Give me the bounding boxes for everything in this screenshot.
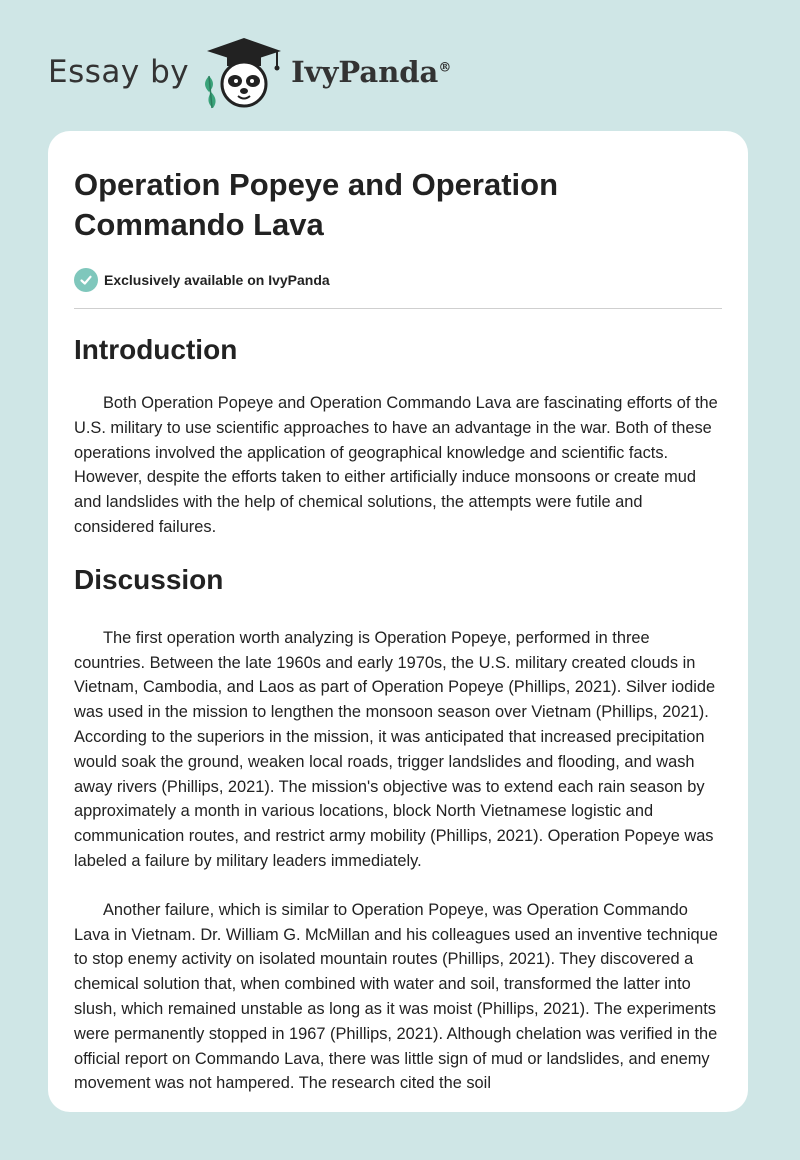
- section-heading-introduction: Introduction: [74, 334, 238, 365]
- check-icon: [74, 268, 98, 292]
- registered-mark: ®: [438, 60, 452, 76]
- paragraph: Both Operation Popeye and Operation Commando Lava are fascinating efforts of the U.S. military to use scientific approaches to have an advantage in the war. Both of these operations involved the application of geographical knowledge and scientific facts. However, despite the efforts taken to either artificially induce monsoons or create mud and landslides with the help of chemical solutions, the attempts were futile and considered failures.: [74, 394, 718, 536]
- exclusive-badge-label: Exclusively available on IvyPanda: [104, 272, 330, 288]
- brand-name: [291, 55, 451, 89]
- paragraph: The first operation worth analyzing is Operation Popeye, performed in three countries. Between the late 1960s and early 1970s, the U.S. military created clouds in Vietnam, Cambodia, and Laos as part of Operation Popeye (Phillips, 2021). Silver iodide was used in the mission to lengthen the monsoon season over Vietnam (Phillips, 2021). According to the superiors in the mission, it was anticipated that increased precipitation would soak the ground, weaken local roads, trigger landslides and flooding, and wash away rivers (Phillips, 2021). The mission's objective was to extend each rain season by approximately a month in various locations, block North Vietnamese logistic and communication routes, and restrict army mobility (Phillips, 2021). Operation Popeye was labeled a failure by military leaders immediately.: [74, 628, 716, 870]
- essay-card: [48, 131, 748, 1112]
- brand-name-text: IvyPanda: [291, 55, 439, 89]
- ivypanda-logo-icon[interactable]: [199, 32, 289, 112]
- brand-prefix: Essay by: [48, 54, 190, 90]
- essay-title: Operation Popeye and Operation Commando Lava: [74, 167, 559, 242]
- section-heading-discussion: Discussion: [74, 563, 224, 595]
- exclusive-badge: [74, 268, 722, 292]
- brand-header: [48, 32, 468, 112]
- paragraph: Another failure, which is similar to Operation Popeye, was Operation Commando Lava in Vietnam. Dr. William G. McMillan and his colleagues used an inventive technique to stop enemy activity on isolated mountain routes (Phillips, 2021). They discovered a chemical solution that, when combined with water and soil, transformed the latter into slush, which remained unstable as long as it was moist (Phillips, 2021). The experiments were permanently stopped in 1967 (Phillips, 2021). Although chelation was verified in the official report on Commando Lava, there was little sign of mud or landslides, and enemy movement was not hampered. The research cited the soil: [74, 900, 718, 1093]
- divider: [74, 308, 722, 309]
